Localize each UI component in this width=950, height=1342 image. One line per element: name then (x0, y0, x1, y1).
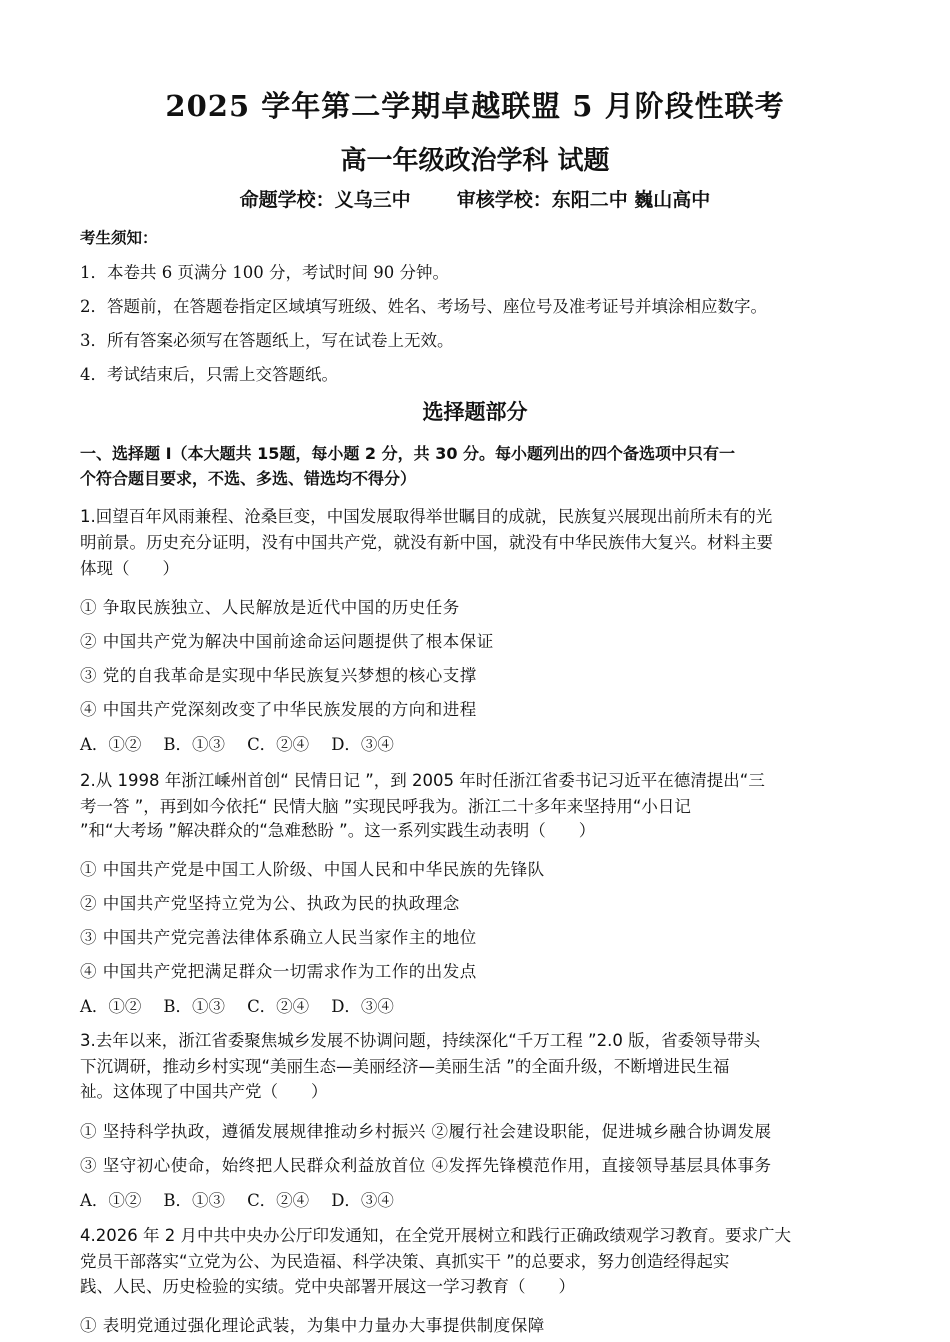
question-1-stem: 体现（ ） (80, 559, 179, 578)
question-3-stem: 祉。这体现了中国共产党（ ） (80, 1082, 328, 1101)
question-4-stem: 践、人民、历史检验的实绩。党中央部署开展这一学习教育（ ） (80, 1277, 575, 1296)
choice-a: A．①② (80, 997, 142, 1016)
question-2-choices (80, 993, 880, 1017)
choice-b: B．①③ (163, 997, 226, 1016)
notice-item: 3．所有答案必须写在答题纸上，写在试卷上无效。 (80, 331, 454, 350)
exam-title: 2025 学年第二学期卓越联盟 5 月阶段性联考 (165, 89, 785, 123)
question-2-stem: 2.从 1998 年浙江嵊州首创“ 民情日记 ”，到 2005 年时任浙江省委书记习近平在德清提出“三 (80, 771, 765, 790)
choice-d: D．③④ (331, 1191, 394, 1210)
question-3-choices (80, 1187, 880, 1211)
question-1-option: ② 中国共产党为解决中国前途命运问题提供了根本保证 (80, 632, 494, 651)
notice-item: 2．答题前，在答题卷指定区域填写班级、姓名、考场号、座位号及准考证号并填涂相应数字。 (80, 297, 767, 316)
question-1-option: ④ 中国共产党深刻改变了中华民族发展的方向和进程 (80, 700, 477, 719)
exam-subtitle: 高一年级政治学科 试题 (340, 146, 610, 176)
choice-d: D．③④ (331, 735, 394, 754)
choice-c: C．②④ (247, 1191, 310, 1210)
question-4-stem: 党员干部落实“立党为公、为民造福、科学决策、真抓实干 ”的总要求，努力创造经得起实 (80, 1252, 730, 1271)
notice-item: 1．本卷共 6 页满分 100 分，考试时间 90 分钟。 (80, 263, 449, 282)
question-2-option: ① 中国共产党是中国工人阶级、中国人民和中华民族的先锋队 (80, 860, 545, 879)
section-intro: 个符合题目要求，不选、多选、错选均不得分） (80, 469, 417, 488)
question-2-option: ② 中国共产党坚持立党为公、执政为民的执政理念 (80, 894, 460, 913)
question-1-choices (80, 731, 880, 755)
choice-a: A．①② (80, 1191, 142, 1210)
section-intro: 一、选择题 Ⅰ（本大题共 15题，每小题 2 分，共 30 分。每小题列出的四个备选项中只有一 (80, 444, 736, 463)
question-3-option: ① 坚持科学执政，遵循发展规律推动乡村振兴 ②履行社会建设职能，促进城乡融合协调发展 (80, 1122, 772, 1141)
section-title: 选择题部分 (422, 399, 528, 424)
setter-school: 命题学校：义乌三中 (239, 189, 411, 211)
choice-b: B．①③ (163, 1191, 226, 1210)
question-3-option: ③ 坚守初心使命，始终把人民群众利益放首位 ④发挥先锋模范作用，直接领导基层具体事务 (80, 1156, 772, 1175)
question-1-stem: 明前景。历史充分证明，没有中国共产党，就没有新中国，就没有中华民族伟大复兴。材料主要 (80, 533, 773, 552)
question-3-stem: 3.去年以来，浙江省委聚焦城乡发展不协调问题，持续深化“千万工程 ”2.0 版，省委领导带头 (80, 1031, 761, 1050)
question-2-stem: ”和“大考场 ”解决群众的“急难愁盼 ”。这一系列实践生动表明（ ） (80, 821, 596, 840)
choice-a: A．①② (80, 735, 142, 754)
reviewer-school: 审核学校：东阳二中 巍山高中 (456, 189, 711, 211)
choice-d: D．③④ (331, 997, 394, 1016)
choice-c: C．②④ (247, 735, 310, 754)
notice-heading: 考生须知： (80, 229, 158, 247)
question-1-option: ③ 党的自我革命是实现中华民族复兴梦想的核心支撑 (80, 666, 477, 685)
choice-b: B．①③ (163, 735, 226, 754)
question-4-stem: 4.2026 年 2 月中共中央办公厅印发通知，在全党开展树立和践行正确政绩观学习教育。要求广大 (80, 1226, 791, 1245)
question-1-option: ① 争取民族独立、人民解放是近代中国的历史任务 (80, 598, 460, 617)
notice-item: 4．考试结束后，只需上交答题纸。 (80, 365, 338, 384)
question-2-option: ③ 中国共产党完善法律体系确立人民当家作主的地位 (80, 928, 477, 947)
school-info (0, 185, 950, 212)
question-2-stem: 考一答 ”，再到如今依托“ 民情大脑 ”实现民呼我为。浙江二十多年来坚持用“小日记 (80, 797, 691, 816)
choice-c: C．②④ (247, 997, 310, 1016)
question-1-stem: 1.回望百年风雨兼程、沧桑巨变，中国发展取得举世瞩目的成就，民族复兴展现出前所未有的光 (80, 507, 773, 526)
question-3-stem: 下沉调研，推动乡村实现“美丽生态—美丽经济—美丽生活 ”的全面升级，不断增进民生福 (80, 1057, 730, 1076)
question-4-option: ① 表明党通过强化理论武装，为集中力量办大事提供制度保障 (80, 1316, 545, 1335)
question-2-option: ④ 中国共产党把满足群众一切需求作为工作的出发点 (80, 962, 477, 981)
